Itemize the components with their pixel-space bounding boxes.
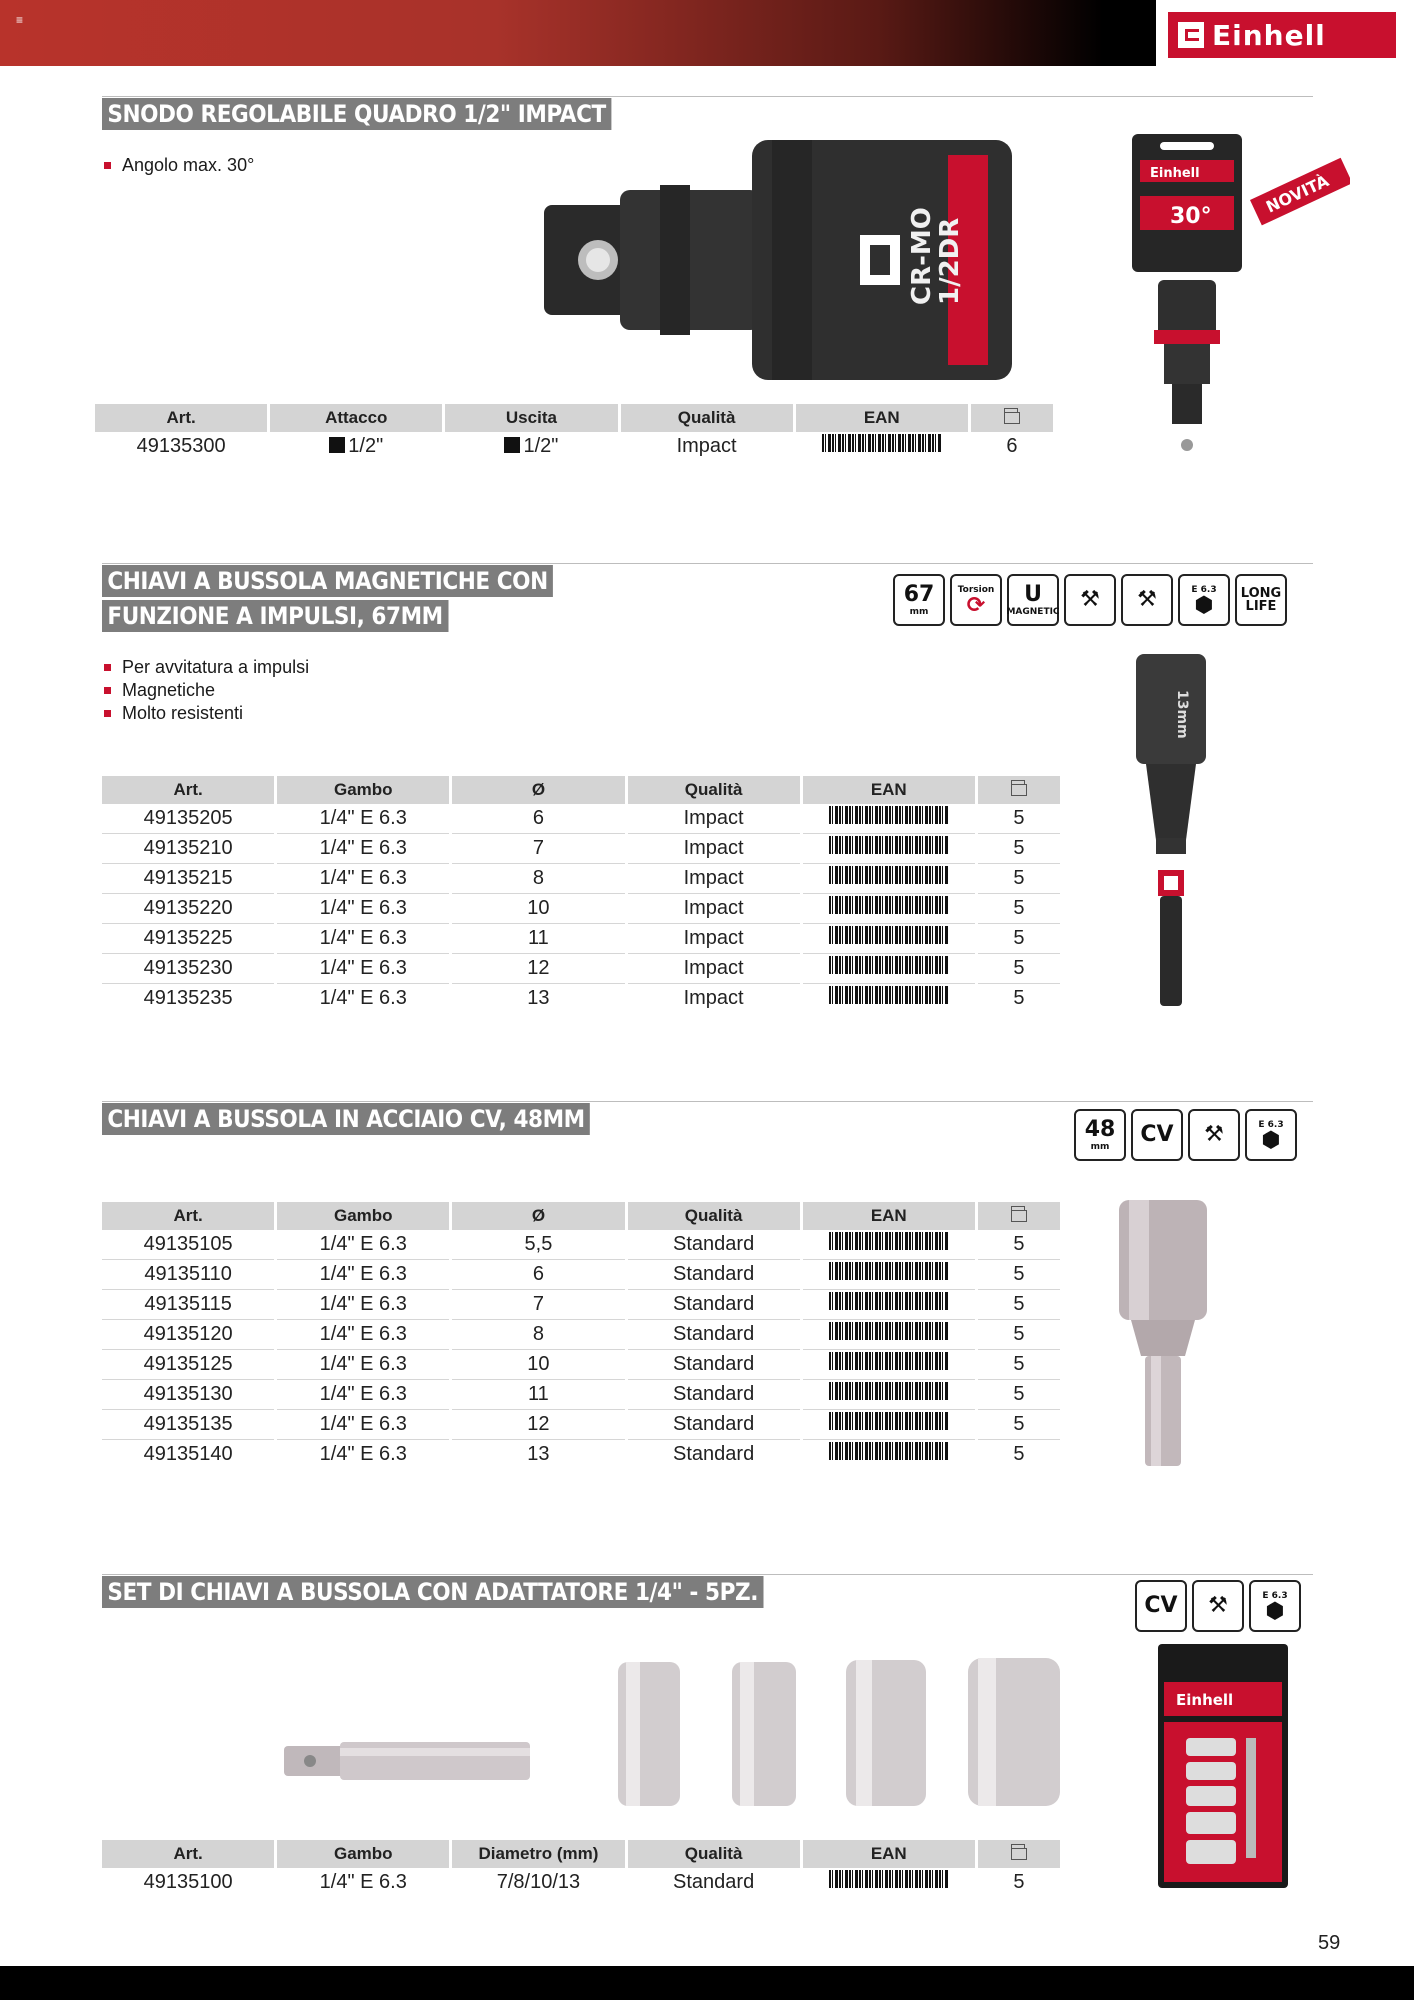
- col-header: Qualità: [628, 1840, 800, 1868]
- cell-diameter: 5,5: [452, 1230, 624, 1260]
- section-title: CHIAVI A BUSSOLA IN ACCIAIO CV, 48MM: [102, 1103, 590, 1135]
- cell-gambo: 1/4" E 6.3: [319, 1443, 407, 1465]
- col-header: EAN: [796, 404, 968, 432]
- barcode-icon: [829, 1352, 949, 1378]
- svg-text:CR-MO: CR-MO: [907, 207, 937, 305]
- col-header: Qualità: [621, 404, 793, 432]
- cv-steel-badge: CV: [1131, 1109, 1183, 1161]
- cell-pack: 5: [1013, 1871, 1025, 1893]
- cell-gambo: 1/4" E 6.3: [277, 924, 449, 954]
- section-title: SET DI CHIAVI A BUSSOLA CON ADATTATORE 1/4" - 5PZ.: [102, 1576, 763, 1608]
- cell-diameter: 6: [452, 804, 624, 834]
- cell-quality: Impact: [628, 894, 800, 924]
- cell-ean: [803, 1290, 975, 1320]
- cell-diameter: 7: [452, 834, 624, 864]
- cell-diameter: 7/8/10/13: [496, 1871, 581, 1893]
- magnetic-icon: U MAGNETIC: [1007, 574, 1059, 626]
- drill-icon: ⚒: [1064, 574, 1116, 626]
- col-header: Ø: [452, 776, 624, 804]
- table-row: [102, 1350, 1060, 1380]
- table-row: [102, 1868, 1060, 1897]
- barcode-icon: [829, 986, 949, 1012]
- box-icon: [1011, 1848, 1027, 1860]
- cell-quality: Impact: [628, 804, 800, 834]
- cell-quality: Impact: [628, 864, 800, 894]
- cell-diameter: 8: [452, 864, 624, 894]
- cell-quality: Standard: [673, 1871, 755, 1893]
- brand-logo: [1156, 0, 1414, 66]
- length-67mm-badge: 67 mm: [893, 574, 945, 626]
- cell-pack: 5: [978, 1320, 1060, 1350]
- cell-gambo: 1/4" E 6.3: [319, 987, 407, 1009]
- cell-gambo: 1/4" E 6.3: [277, 804, 449, 834]
- section-title: SNODO REGOLABILE QUADRO 1/2" IMPACT: [102, 98, 611, 130]
- barcode-icon: [829, 866, 949, 892]
- hex-shank-icon: E 6.3 ⬢: [1178, 574, 1230, 626]
- cell-art: 49135220: [102, 894, 274, 924]
- col-header: Qualità: [628, 1202, 800, 1230]
- einhell-mark-icon: [1178, 22, 1204, 48]
- cell-pack: 5: [978, 864, 1060, 894]
- cell-diameter: 6: [452, 1260, 624, 1290]
- col-header: Diametro (mm): [452, 1840, 624, 1868]
- cell-diameter: 12: [452, 1410, 624, 1440]
- feature-badges: [1135, 1580, 1301, 1632]
- length-48mm-badge: 48 mm: [1074, 1109, 1126, 1161]
- cell-gambo: 1/4" E 6.3: [277, 1230, 449, 1260]
- cell-art: 49135140: [143, 1443, 233, 1465]
- cell-ean: [803, 954, 975, 984]
- feature-item: Magnetiche: [102, 679, 309, 702]
- hex-shank-icon: E 6.3 ⬢: [1249, 1580, 1301, 1632]
- box-icon: [1011, 784, 1027, 796]
- col-header: Art.: [102, 1840, 274, 1868]
- col-header: EAN: [803, 776, 975, 804]
- table-row: [102, 1320, 1060, 1350]
- barcode-icon: [829, 956, 949, 982]
- table-row: [102, 1260, 1060, 1290]
- cell-pack: 5: [978, 1230, 1060, 1260]
- cell-pack: 5: [978, 1380, 1060, 1410]
- cell-art: 49135100: [143, 1871, 233, 1893]
- section-title-line2: FUNZIONE A IMPULSI, 67MM: [102, 600, 448, 632]
- table-row: [102, 864, 1060, 894]
- impact-socket-image: [1130, 650, 1250, 1020]
- table-row: [102, 1380, 1060, 1410]
- cv-socket-image: [1115, 1196, 1225, 1476]
- cell-ean: [803, 1230, 975, 1260]
- drill-icon: ⚒: [1188, 1109, 1240, 1161]
- cell-pack: 5: [978, 1410, 1060, 1440]
- cell-diameter: 10: [452, 1350, 624, 1380]
- product-table: [99, 776, 1063, 1013]
- hex-shank-icon: E 6.3 ⬢: [1245, 1109, 1297, 1161]
- cell-ean: [803, 924, 975, 954]
- barcode-icon: [829, 1322, 949, 1348]
- col-header: Gambo: [277, 776, 449, 804]
- feature-badges: [1074, 1109, 1297, 1161]
- cell-art: 49135205: [102, 804, 274, 834]
- cell-ean: [803, 1410, 975, 1440]
- footer-bar: [0, 1966, 1414, 2000]
- cell-diameter: 13: [527, 987, 550, 1009]
- col-header: Art.: [102, 1202, 274, 1230]
- col-header: Ø: [452, 1202, 624, 1230]
- barcode-icon: [829, 896, 949, 922]
- cell-quality: Impact: [676, 435, 737, 457]
- drill-icon: ⚒: [1192, 1580, 1244, 1632]
- cell-diameter: 10: [452, 894, 624, 924]
- cell-ean: [803, 1440, 975, 1469]
- cell-quality: Standard: [628, 1380, 800, 1410]
- svg-text:13mm: 13mm: [1174, 690, 1190, 739]
- cell-pack: 5: [978, 804, 1060, 834]
- cell-gambo: 1/4" E 6.3: [277, 1320, 449, 1350]
- col-header: EAN: [803, 1202, 975, 1230]
- cell-gambo: 1/4" E 6.3: [319, 1871, 407, 1893]
- brand-name: Einhell: [1212, 18, 1326, 52]
- cell-attacco: 1/2": [270, 432, 442, 461]
- col-header-pack: [978, 1840, 1060, 1868]
- table-row: [102, 804, 1060, 834]
- feature-item: Molto resistenti: [102, 702, 309, 725]
- cell-diameter: 8: [452, 1320, 624, 1350]
- cell-quality: Impact: [628, 834, 800, 864]
- svg-text:30°: 30°: [1170, 204, 1212, 229]
- barcode-icon: [829, 1382, 949, 1408]
- packaged-swivel-image: [1130, 130, 1350, 470]
- feature-list: [102, 154, 254, 177]
- cell-art: 49135130: [102, 1380, 274, 1410]
- cell-ean: [803, 864, 975, 894]
- table-row: [102, 1440, 1060, 1469]
- col-header: Uscita: [445, 404, 617, 432]
- cell-diameter: 12: [452, 954, 624, 984]
- cell-art: 49135135: [102, 1410, 274, 1440]
- col-header-pack: [978, 776, 1060, 804]
- table-row: [102, 1410, 1060, 1440]
- cell-art: 49135210: [102, 834, 274, 864]
- cell-diameter: 11: [452, 1380, 624, 1410]
- cell-pack: 5: [978, 954, 1060, 984]
- section-title-line1: CHIAVI A BUSSOLA MAGNETICHE CON: [102, 565, 553, 597]
- torsion-icon: Torsion ⟳: [950, 574, 1002, 626]
- cell-pack: 5: [978, 1350, 1060, 1380]
- svg-text:1/2DR: 1/2DR: [935, 217, 965, 305]
- cv-steel-badge: CV: [1135, 1580, 1187, 1632]
- table-row: [102, 894, 1060, 924]
- barcode-icon: [829, 1412, 949, 1438]
- cell-ean: [803, 1350, 975, 1380]
- cell-ean: [803, 1380, 975, 1410]
- box-icon: [1011, 1210, 1027, 1222]
- section-divider: [102, 563, 1313, 564]
- cell-ean: [803, 1868, 975, 1897]
- table-row: [102, 924, 1060, 954]
- cell-ean: [803, 984, 975, 1013]
- col-header-pack: [971, 404, 1053, 432]
- product-table: [92, 404, 1056, 461]
- cell-art: 49135230: [102, 954, 274, 984]
- cell-art: 49135235: [143, 987, 233, 1009]
- table-row: [102, 954, 1060, 984]
- barcode-icon: [822, 434, 942, 460]
- cell-pack: 5: [1013, 987, 1025, 1009]
- barcode-icon: [829, 1442, 949, 1468]
- cell-ean: [803, 894, 975, 924]
- feature-item: Per avvitatura a impulsi: [102, 656, 309, 679]
- feature-list: [102, 656, 309, 725]
- cell-art: 49135225: [102, 924, 274, 954]
- cell-quality: Impact: [683, 987, 744, 1009]
- cell-gambo: 1/4" E 6.3: [277, 894, 449, 924]
- long-life-badge: LONG LIFE: [1235, 574, 1287, 626]
- cell-art: 49135125: [102, 1350, 274, 1380]
- cell-diameter: 7: [452, 1290, 624, 1320]
- cell-art: 49135120: [102, 1320, 274, 1350]
- col-header: Qualità: [628, 776, 800, 804]
- table-row: [102, 834, 1060, 864]
- cell-ean: [803, 804, 975, 834]
- barcode-icon: [829, 836, 949, 862]
- cell-art: 49135300: [136, 435, 226, 457]
- cell-gambo: 1/4" E 6.3: [277, 864, 449, 894]
- cell-diameter: 13: [527, 1443, 550, 1465]
- feature-item: Angolo max. 30°: [102, 154, 254, 177]
- cell-uscita: 1/2": [445, 432, 617, 461]
- cell-gambo: 1/4" E 6.3: [277, 1260, 449, 1290]
- table-row: [102, 984, 1060, 1013]
- section-divider: [102, 96, 1313, 97]
- cell-ean: [803, 1260, 975, 1290]
- socket-set-image: [280, 1656, 1070, 1814]
- col-header: Gambo: [277, 1840, 449, 1868]
- cell-gambo: 1/4" E 6.3: [277, 834, 449, 864]
- cell-pack: 5: [978, 894, 1060, 924]
- feature-badges: [893, 574, 1287, 626]
- cell-quality: Standard: [673, 1443, 755, 1465]
- barcode-icon: [829, 806, 949, 832]
- barcode-icon: [829, 1292, 949, 1318]
- impact-driver-icon: ⚒: [1121, 574, 1173, 626]
- svg-text:Einhell: Einhell: [1150, 166, 1200, 181]
- new-badge: NOVITÀ: [1262, 171, 1332, 217]
- menu-icon[interactable]: ≡: [16, 13, 24, 27]
- table-row: [102, 1230, 1060, 1260]
- col-header: Art.: [102, 776, 274, 804]
- cell-art: 49135215: [102, 864, 274, 894]
- square-drive-icon: [329, 437, 345, 453]
- col-header-pack: [978, 1202, 1060, 1230]
- product-table: [99, 1202, 1063, 1469]
- cell-pack: 5: [978, 834, 1060, 864]
- table-row: [95, 432, 1053, 461]
- barcode-icon: [829, 1262, 949, 1288]
- section-divider: [102, 1101, 1313, 1102]
- cell-pack: 6: [1006, 435, 1018, 457]
- cell-art: 49135115: [102, 1290, 274, 1320]
- barcode-icon: [829, 1232, 949, 1258]
- cell-gambo: 1/4" E 6.3: [277, 954, 449, 984]
- cell-gambo: 1/4" E 6.3: [277, 1290, 449, 1320]
- table-row: [102, 1290, 1060, 1320]
- cell-diameter: 11: [452, 924, 624, 954]
- cell-pack: 5: [978, 1290, 1060, 1320]
- cell-ean: [803, 1320, 975, 1350]
- square-drive-icon: [504, 437, 520, 453]
- cell-ean: [803, 834, 975, 864]
- socket-set-package-image: [1156, 1642, 1290, 1892]
- cell-ean: [796, 432, 968, 461]
- col-header: Attacco: [270, 404, 442, 432]
- cell-quality: Impact: [628, 954, 800, 984]
- cell-quality: Standard: [628, 1230, 800, 1260]
- product-table: [99, 1840, 1063, 1897]
- cell-quality: Standard: [628, 1350, 800, 1380]
- col-header: Gambo: [277, 1202, 449, 1230]
- section-divider: [102, 1574, 1313, 1575]
- cell-art: 49135105: [102, 1230, 274, 1260]
- cell-gambo: 1/4" E 6.3: [277, 1350, 449, 1380]
- svg-text:Einhell: Einhell: [1176, 1691, 1234, 1709]
- cell-quality: Impact: [628, 924, 800, 954]
- cell-art: 49135110: [102, 1260, 274, 1290]
- cell-pack: 5: [978, 924, 1060, 954]
- col-header: Art.: [95, 404, 267, 432]
- cell-pack: 5: [978, 1260, 1060, 1290]
- box-icon: [1004, 412, 1020, 424]
- cell-gambo: 1/4" E 6.3: [277, 1380, 449, 1410]
- cell-gambo: 1/4" E 6.3: [277, 1410, 449, 1440]
- col-header: EAN: [803, 1840, 975, 1868]
- barcode-icon: [829, 1870, 949, 1896]
- cell-quality: Standard: [628, 1260, 800, 1290]
- cell-pack: 5: [1013, 1443, 1025, 1465]
- page-number: 59: [1318, 1932, 1341, 1954]
- swivel-joint-image: [540, 135, 1060, 385]
- cell-quality: Standard: [628, 1290, 800, 1320]
- cell-quality: Standard: [628, 1320, 800, 1350]
- barcode-icon: [829, 926, 949, 952]
- cell-quality: Standard: [628, 1410, 800, 1440]
